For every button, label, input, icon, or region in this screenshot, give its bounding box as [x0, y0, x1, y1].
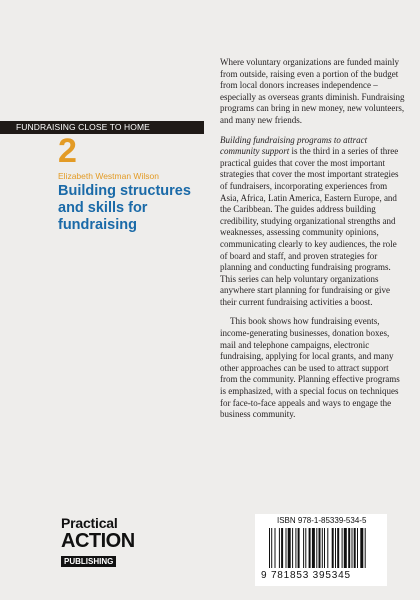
barcode-bar	[271, 528, 272, 568]
barcode-bar	[279, 528, 280, 568]
series-number: 2	[58, 132, 77, 170]
barcode-bar	[275, 528, 276, 568]
series-title-italic: Building fundraising programs to attract community support	[220, 134, 368, 157]
barcode-bar	[332, 528, 334, 568]
book-title: Building structures and skills for fundraising	[58, 183, 191, 233]
barcode-number: 9 781853 395345	[261, 570, 351, 581]
barcode	[255, 514, 387, 586]
isbn-text: ISBN 978-1-85339-534-5	[277, 516, 367, 525]
publisher-logo	[61, 515, 135, 569]
barcode-bar	[286, 528, 287, 568]
barcode-bar	[348, 528, 350, 568]
barcode-bar	[352, 528, 353, 568]
barcode-bar	[303, 528, 304, 568]
barcode-bar	[324, 528, 325, 568]
publisher-logo-line-2: ACTION	[61, 530, 135, 552]
barcode-bar	[365, 528, 366, 568]
author-name: Elizabeth Westman Wilson	[58, 171, 159, 181]
series-name: FUNDRAISING CLOSE TO HOME	[16, 122, 150, 132]
barcode-bar	[327, 528, 328, 568]
blurb-paragraph-2	[220, 135, 406, 309]
publisher-logo-line-3: PUBLISHING	[61, 556, 116, 567]
barcode-bar	[288, 528, 291, 568]
barcode-bar	[312, 528, 315, 568]
barcode-bar	[319, 528, 321, 568]
blurb-paragraph-1: Where voluntary organizations are funded mainly from outside, raising even a portion of the budget from local donors increases independence – especially as overseas grants diminish. Fundraising programs can bring in new money, new volunteers, and many new friends.	[220, 57, 405, 125]
blurb-paragraph-2-rest: is the third in a series of three practical guides that cover the most important strategies that cover the most important strategies of fundraisers, incorporating experiences from Asia, Africa, Latin America, Eastern Europe, and the Caribbean. The guides address building credibility, studying organizational strengths and weaknesses, assessing community opinions, communicating clearly to key audiences, the role of board and staff, and proven strategies for planning and conducting fundraising programs. This series can help voluntary organizations anywhere start planning for fundraising or give their current fundraising activities a boost.	[220, 146, 399, 307]
barcode-bar	[298, 528, 300, 568]
publisher-logo-line-1: Practical	[61, 515, 118, 531]
barcode-bar	[360, 528, 363, 568]
barcode-bar	[316, 528, 317, 568]
barcode-bar	[354, 528, 356, 568]
barcode-bar	[292, 528, 293, 568]
blurb-text	[220, 57, 406, 421]
barcode-bars	[269, 528, 379, 568]
barcode-bar	[335, 528, 336, 568]
barcode-bar	[269, 528, 270, 568]
barcode-bar	[337, 528, 339, 568]
barcode-bar	[344, 528, 347, 568]
blurb-paragraph-3: This book shows how fundraising events, income-generating businesses, donation boxes, mail and telephone campaigns, electronic fundraising, applying for local grants, and many other approaches can be used to attract support from the community. Planning effective programs is emphasized, with a special focus on techniques for face-to-face appeals and ways to engage the business community.	[220, 316, 400, 420]
barcode-bar	[357, 528, 358, 568]
barcode-bar	[281, 528, 283, 568]
barcode-bar	[322, 528, 323, 568]
barcode-bar	[295, 528, 296, 568]
barcode-bar	[305, 528, 306, 568]
barcode-bar	[309, 528, 311, 568]
barcode-bar	[342, 528, 343, 568]
